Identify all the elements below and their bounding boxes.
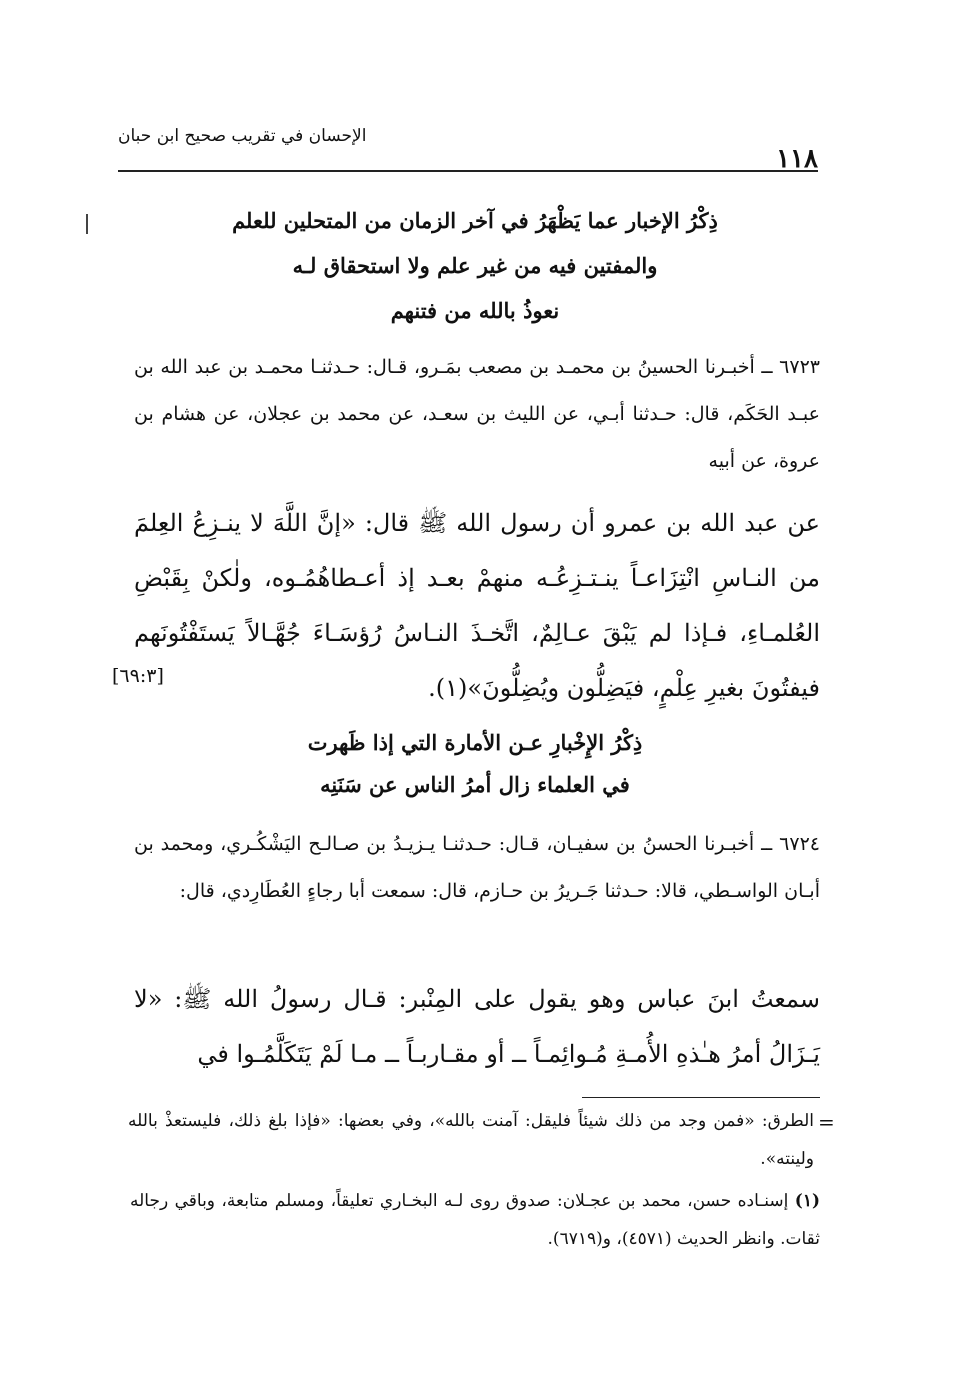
section-heading-2 xyxy=(130,722,820,806)
footnote-1 xyxy=(130,1182,820,1258)
heading-line: ذِكْرُ الإِخْبارِ عـن الأمارة التي إذا ظَهرت xyxy=(307,730,643,755)
hadith-isnad-6723: ٦٧٢٣ ــ أخبـرنا الحسينُ بن محمـد بن مصعب بمَـرو، قـال: حـدثنـا محمـد بن عبد الله بن عبـد الحَكَم، قال: حـدثنا أبـي، عن الليث بن سعـد، عن محمد بن عجلان، عن هشام بن عروة، عن أبيه xyxy=(134,356,820,472)
heading-line: والمفتين فيه من غير علم ولا استحقاق لـه xyxy=(292,253,658,278)
footnote-text: إسنـاده حسن، محمد بن عجـلان: صدوق روى لـه البخـاري تعليقاً، ومسلم متابعة، وباقي رجاله ثقات. وانظر الحديث (٤٥٧١)، و(٦٧١٩). xyxy=(130,1191,820,1249)
heading-line: ذِكْرُ الإخبار عما يَظْهَرُ في آخر الزمان من المتحلين للعلم xyxy=(232,208,718,233)
footnote-continued: الطرق: «فمن وجد من ذلك شيئاً فليقل: آمنت بالله»، وفي بعضها: «فإذا بلغ ذلك، فليستعذْ بالله ولينته». xyxy=(128,1111,814,1169)
margin-mark xyxy=(86,214,88,234)
hadith-matn-6723: عن عبد الله بن عمرو أن رسول الله ﷺ قال: «إنَّ اللَّهَ لا ينـزِعُ العِلمَ من النـاسِ انْتِزَاعـاً ينـتـزِعُـه منهمْ بعـد إذ أعـطاهُمُـوه، ولٰكنْ بِقَبْضِ العُلمـاءِ، فـإذا لم يَبْقَ عـالِمٌ، اتَّخـذَ النـاسُ رُؤسَـاءَ جُهَّـالاً يَستَفْتُونَهم فيفتُونَ بغيرِ عِلْمٍ، فيَضِلُّون ويُضِلُّونَ»(١). xyxy=(134,509,820,702)
footnote-number: (١) xyxy=(794,1191,821,1211)
heading-line: نعوذُ بالله من فتنهم xyxy=(390,298,560,323)
page-number: ١١٨ xyxy=(776,144,818,174)
footnote-continuation-mark: = xyxy=(818,1110,835,1134)
page-header xyxy=(118,122,818,174)
hadith-matn-6724: سمعتُ ابنَ عباس وهو يقول على المِنْبر: قـال رسولُ الله ﷺ: «لا يَـزَالُ أمرُ هـٰذهِ الأُمـةِ مُـوائِمـاً ــ أو مقـاربـاً ــ مـا لَمْ يَتَكَلَّمُـوا في xyxy=(134,985,820,1068)
footnote-rule xyxy=(582,1097,820,1098)
running-title: الإحسان في تقريب صحيح ابن حبان xyxy=(118,126,367,146)
heading-line: في العلماء زال أمرُ الناس عن سَنَنِه xyxy=(320,772,630,797)
hadith-isnad-6724: ٦٧٢٤ ــ أخبـرنا الحسنُ بن سفيـان، قـال: حـدثنـا يـزيـدُ بن صـالـح اليَشْكُـري، ومحمد بن أبـان الواسـطي، قالا: حـدثنا جَـريرُ بن حـازم، قال: سمعت أبا رجاءٍ العُطَارِدي، قال: xyxy=(134,833,820,902)
volume-reference: [٦٩:٣] xyxy=(112,665,164,687)
section-heading-1 xyxy=(130,198,820,333)
header-rule xyxy=(118,170,818,172)
